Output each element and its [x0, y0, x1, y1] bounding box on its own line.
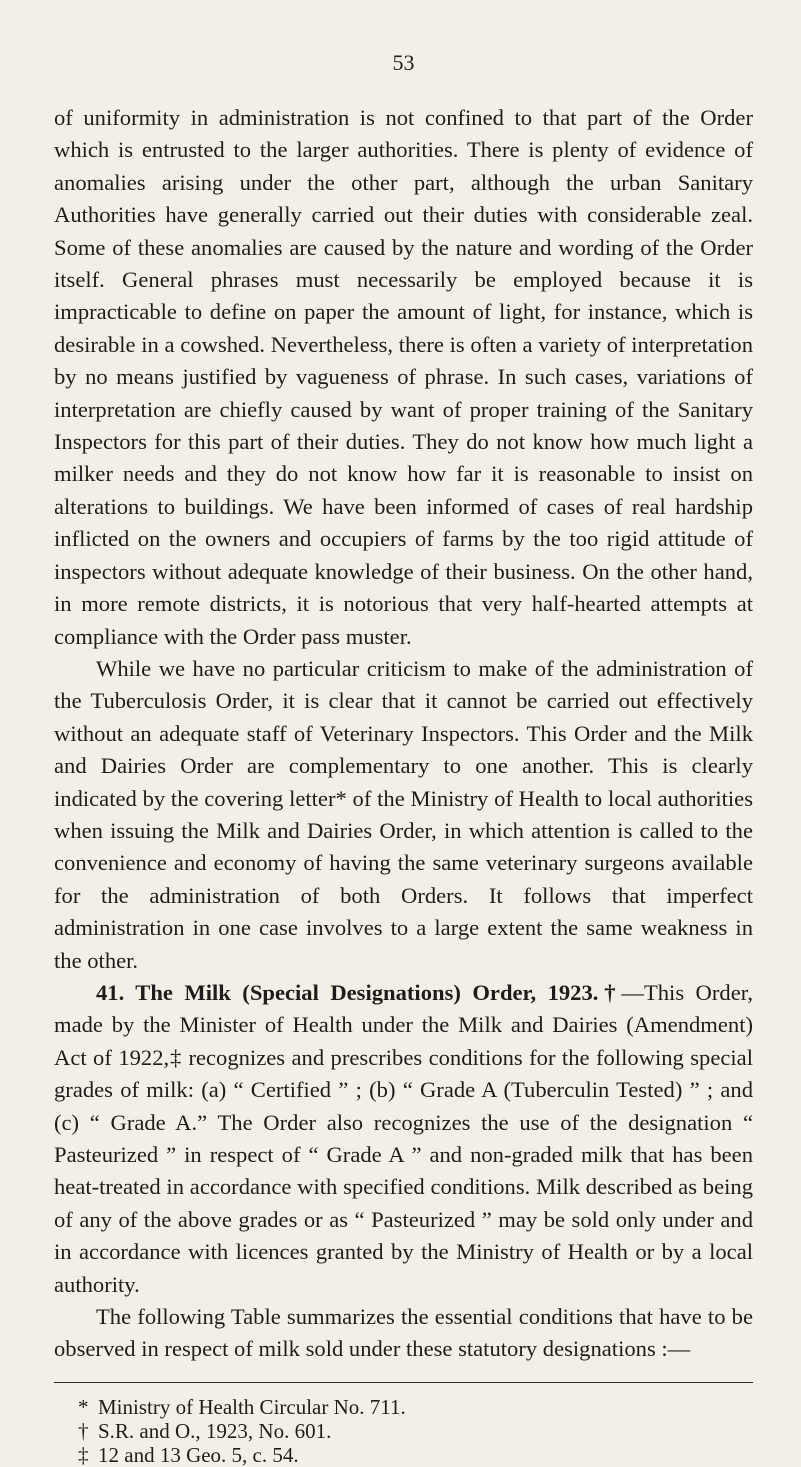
paragraph-table-intro: The following Table summarizes the essential conditions that have to be observed in respect of milk sold under these statutory designations :—	[54, 1304, 753, 1362]
footnote-text: Ministry of Health Circular No. 711.	[98, 1394, 406, 1419]
footnote	[78, 1419, 753, 1443]
section-41-heading: 41. The Milk (Special Designations) Order, 1923.†	[96, 979, 622, 1005]
footnote-text: S.R. and O., 1923, No. 601.	[98, 1418, 332, 1443]
paragraph-anomalies: of uniformity in administration is not confined to that part of the Order which is entrusted to the larger authorities. There is plenty of evidence of anomalies arising under the other part, although the urban Sanitary Authorities have generally carried out their duties with considerable zeal. Some of these anomalies are caused by the nature and wording of the Order itself. General phrases must necessarily be employed because it is impracticable to define on paper the amount of light, for instance, which is desirable in a cowshed. Nevertheless, there is often a variety of interpretation by no means justified by vagueness of phrase. In such cases, variations of interpretation are chiefly caused by want of proper training of the Sanitary Inspectors for this part of their duties. They do not know how much light a milker needs and they do not know how far it is reasonable to insist on alterations to buildings. We have been informed of cases of real hardship inflicted on the owners and occupiers of farms by the too rigid attitude of inspectors without adequate knowledge of their business. On the other hand, in more remote districts, it is notorious that very half-hearted attempts at compliance with the Order pass muster.	[54, 105, 753, 649]
paragraph-tuberculosis-order: While we have no particular criticism to make of the administration of the Tuberculosis Order, it is clear that it cannot be carried out effectively without an adequate staff of Veterinary Inspectors. This Order and the Milk and Dairies Order are complementary to one another. This is clearly indicated by the covering letter* of the Ministry of Health to local authorities when issuing the Milk and Dairies Order, in which attention is called to the convenience and economy of having the same veterinary surgeons available for the administration of both Orders. It follows that imperfect administration in one case involves to a large extent the same weakness in the other.	[54, 655, 753, 973]
section-41-body: —This Order, made by the Minister of Health under the Milk and Dairies (Amendment) Act of 1922,‡ recognizes and prescribes conditions for the following special grades of milk: (a) “ Certified ” ; (b) “ Grade A (Tuberculin Tested) ” ; and (c) “ Grade A.” The Order also recognizes the use of the designation “ Pasteurized ” in respect of “ Grade A ” and non-graded milk that has been heat-treated in accordance with specified conditions. Milk described as being of any of the above grades or as “ Pasteurized ” may be sold only under and in accordance with licences granted by the Ministry of Health or by a local authority.	[54, 979, 753, 1297]
footnote-mark: †	[78, 1418, 89, 1443]
footnote-text: 12 and 13 Geo. 5, c. 54.	[98, 1442, 299, 1467]
footnote-mark: ‡	[78, 1442, 89, 1467]
footnote-divider	[54, 1382, 753, 1383]
page-number: 53	[392, 50, 415, 75]
footnote	[78, 1443, 753, 1467]
footnote-mark: *	[78, 1394, 89, 1419]
footnote	[78, 1395, 753, 1419]
paragraph-section-41	[54, 977, 753, 1301]
footnotes	[54, 1395, 753, 1467]
